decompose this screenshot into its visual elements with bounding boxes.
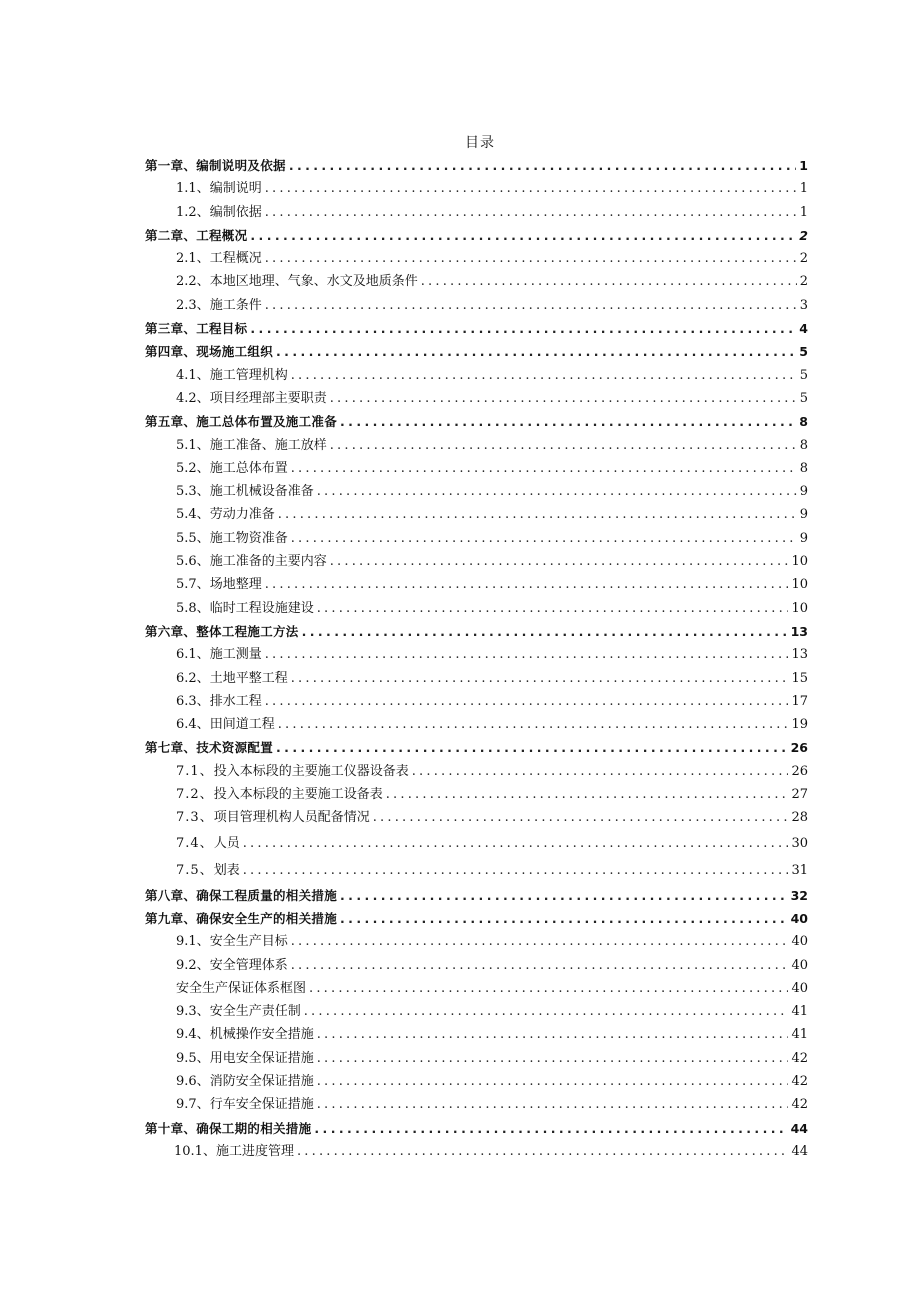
toc-entry-number: 9.5、 <box>176 1050 210 1066</box>
toc-page-number: 44 <box>790 1120 808 1136</box>
toc-entry-label: 编制依据 <box>209 204 262 220</box>
toc-page-number: 30 <box>791 835 808 851</box>
toc-entry-number: 5.4、 <box>176 507 210 523</box>
toc-chapter-entry[interactable] <box>145 736 808 759</box>
toc-entry-label: 施工准备的主要内容 <box>209 554 327 570</box>
dot-leader <box>250 317 796 340</box>
toc-entry-label: 投入本标段的主要施工设备表 <box>213 787 383 803</box>
dot-leader <box>421 270 797 293</box>
toc-page-number: 17 <box>791 693 808 709</box>
toc-entry-label: 本地区地理、气象、水文及地质条件 <box>209 274 418 290</box>
toc-page-number: 2 <box>799 227 808 243</box>
dot-leader <box>278 713 789 736</box>
toc-page-number: 44 <box>791 1143 808 1159</box>
toc-entry-number: 9.2、 <box>176 957 210 973</box>
toc-entry-label: 安全生产保证体系框图 <box>176 980 307 996</box>
toc-entry-number: 6.4、 <box>176 717 210 733</box>
dot-leader <box>265 294 797 317</box>
dot-leader <box>291 954 789 977</box>
toc-chapter-entry[interactable] <box>145 410 808 433</box>
toc-entry-label: 施工准备、施工放样 <box>209 437 327 453</box>
toc-chapter-entry[interactable] <box>145 154 808 177</box>
toc-entry-number: 5.6、 <box>176 554 210 570</box>
toc-entry-number: 7.4、 <box>176 835 214 851</box>
toc-page-number: 8 <box>799 437 808 453</box>
toc-entry[interactable] <box>145 977 808 1000</box>
toc-page-number: 1 <box>799 181 808 197</box>
dot-leader <box>317 480 797 503</box>
toc-entry-number: 6.2、 <box>176 670 210 686</box>
toc-chapter-entry[interactable] <box>145 884 808 907</box>
toc-entry-label: 项目经理部主要职责 <box>209 390 327 406</box>
dot-leader <box>243 830 789 857</box>
toc-entry-number: 5.8、 <box>176 600 210 616</box>
toc-page-number: 3 <box>799 297 808 313</box>
dot-leader <box>276 340 796 363</box>
toc-entry-label: 施工管理机构 <box>209 367 288 383</box>
toc-entry-label: 临时工程设施建设 <box>209 600 314 616</box>
dot-leader <box>304 1000 789 1023</box>
dot-leader <box>330 550 789 573</box>
toc-section-entry[interactable] <box>145 247 808 270</box>
toc-section-entry[interactable] <box>145 1070 808 1093</box>
dot-leader <box>243 857 789 884</box>
dot-leader <box>317 1047 789 1070</box>
dot-leader <box>412 760 789 783</box>
dot-leader <box>291 930 789 953</box>
toc-entry-number: 7.1、 <box>176 763 214 779</box>
toc-page-number: 8 <box>799 414 808 430</box>
toc-section-entry[interactable] <box>145 1093 808 1116</box>
toc-page-number: 2 <box>799 251 808 267</box>
dot-leader <box>340 410 796 433</box>
toc-entry-label: 消防安全保证措施 <box>209 1073 314 1089</box>
toc-entry-number: 10.1、 <box>174 1143 216 1159</box>
toc-entry-label: 第三章、工程目标 <box>145 321 248 337</box>
dot-leader <box>291 457 797 480</box>
toc-section-entry[interactable] <box>145 480 808 503</box>
toc-chapter-entry[interactable] <box>145 907 808 930</box>
toc-page-number: 9 <box>799 530 808 546</box>
toc-page-number: 5 <box>799 390 808 406</box>
dot-leader <box>265 247 797 270</box>
toc-entry-number: 2.2、 <box>176 274 210 290</box>
toc-chapter-entry[interactable] <box>145 620 808 643</box>
toc-section-entry[interactable] <box>145 434 808 457</box>
toc-entry-label: 机械操作安全措施 <box>209 1027 314 1043</box>
toc-chapter-entry[interactable] <box>145 340 808 363</box>
toc-entry-number: 9.7、 <box>176 1097 210 1113</box>
toc-entry-number: 1.1、 <box>176 181 210 197</box>
toc-section-entry[interactable] <box>145 667 808 690</box>
toc-section-entry[interactable] <box>145 690 808 713</box>
toc-entry-label: 安全生产目标 <box>209 934 288 950</box>
toc-section-entry[interactable] <box>145 201 808 224</box>
toc-page-number: 1 <box>799 158 808 173</box>
toc-page-number: 32 <box>790 887 808 903</box>
toc-section-entry[interactable] <box>145 270 808 293</box>
toc-section-entry[interactable] <box>145 503 808 526</box>
dot-leader <box>386 783 789 806</box>
toc-entry-number: 2.1、 <box>176 251 210 267</box>
toc-page-number: 9 <box>799 507 808 523</box>
toc-entry-label: 工程概况 <box>209 251 262 267</box>
toc-entry-number: 7.2、 <box>176 787 214 803</box>
toc-page-number: 40 <box>791 980 808 996</box>
toc-section-entry[interactable] <box>145 527 808 550</box>
dot-leader <box>265 573 789 596</box>
toc-page-number: 4 <box>799 321 808 337</box>
toc-section-entry[interactable] <box>145 457 808 480</box>
toc-entry-label: 排水工程 <box>209 693 262 709</box>
toc-entry-label: 编制说明 <box>209 181 262 197</box>
toc-entry-label: 第七章、技术资源配置 <box>145 740 274 756</box>
toc-section-entry[interactable] <box>145 177 808 200</box>
dot-leader <box>289 154 796 177</box>
dot-leader <box>373 806 789 829</box>
dot-leader <box>291 667 789 690</box>
toc-page-number: 5 <box>799 344 808 360</box>
toc-page-number: 42 <box>791 1073 808 1089</box>
toc-entry-number: 6.3、 <box>176 693 210 709</box>
dot-leader <box>302 620 788 643</box>
toc-entry-label: 安全管理体系 <box>209 957 288 973</box>
toc-entry-number: 5.1、 <box>176 437 210 453</box>
toc-page-number: 27 <box>791 787 808 803</box>
dot-leader <box>291 364 797 387</box>
toc-page-number: 41 <box>791 1027 808 1043</box>
toc-page-number: 13 <box>790 623 808 639</box>
toc-entry-label: 投入本标段的主要施工仪器设备表 <box>213 763 409 779</box>
toc-entry-number: 5.7、 <box>176 577 210 593</box>
toc-entry-number: 5.5、 <box>176 530 210 546</box>
toc-entry-number: 6.1、 <box>176 647 210 663</box>
toc-entry-label: 行车安全保证措施 <box>209 1097 314 1113</box>
toc-page-number: 26 <box>790 740 808 756</box>
toc-page-number: 10 <box>791 554 808 570</box>
toc-entry-label: 第五章、施工总体布置及施工准备 <box>145 414 338 430</box>
dot-leader <box>330 434 797 457</box>
toc-entry-label: 安全生产责任制 <box>209 1004 301 1020</box>
toc-entry-label: 第十章、确保工期的相关措施 <box>145 1120 312 1136</box>
table-of-contents <box>145 154 808 1163</box>
dot-leader <box>278 503 797 526</box>
dot-leader <box>250 224 796 247</box>
toc-section-entry[interactable] <box>145 1023 808 1046</box>
dot-leader <box>309 977 788 1000</box>
toc-page-number: 26 <box>791 763 808 779</box>
toc-section-entry[interactable] <box>145 573 808 596</box>
toc-entry-number: 9.6、 <box>176 1073 210 1089</box>
toc-page-number: 8 <box>799 460 808 476</box>
toc-section-entry[interactable] <box>145 550 808 573</box>
dot-leader <box>265 177 797 200</box>
toc-entry-label: 第一章、编制说明及依据 <box>145 158 286 173</box>
toc-section-entry[interactable] <box>145 1000 808 1023</box>
toc-section-entry[interactable] <box>145 830 808 857</box>
toc-chapter-entry[interactable] <box>145 1117 808 1140</box>
toc-entry-label: 第四章、现场施工组织 <box>145 344 274 360</box>
dot-leader <box>314 1117 787 1140</box>
toc-entry-label: 场地整理 <box>209 577 262 593</box>
toc-page-number: 40 <box>791 934 808 950</box>
toc-entry-label: 劳动力准备 <box>209 507 275 523</box>
toc-entry-number: 9.1、 <box>176 934 210 950</box>
toc-page-number: 19 <box>791 717 808 733</box>
toc-section-entry[interactable] <box>145 643 808 666</box>
dot-leader <box>330 387 797 410</box>
toc-page-number: 13 <box>791 647 808 663</box>
toc-entry-number: 4.1、 <box>176 367 210 383</box>
toc-entry-number: 9.4、 <box>176 1027 210 1043</box>
dot-leader <box>265 690 789 713</box>
toc-section-entry[interactable] <box>145 294 808 317</box>
dot-leader <box>276 736 788 759</box>
toc-page-number: 10 <box>791 600 808 616</box>
dot-leader <box>317 597 789 620</box>
toc-section-entry[interactable] <box>145 1140 808 1163</box>
toc-section-entry[interactable] <box>145 954 808 977</box>
toc-title: 目录 <box>465 135 495 151</box>
toc-entry-label: 第二章、工程概况 <box>145 227 248 243</box>
toc-entry-label: 人员 <box>213 835 240 851</box>
toc-page-number: 42 <box>791 1050 808 1066</box>
toc-entry-number: 1.2、 <box>176 204 210 220</box>
toc-page-number: 28 <box>791 810 808 826</box>
toc-page-number: 15 <box>791 670 808 686</box>
toc-section-entry[interactable] <box>145 930 808 953</box>
toc-entry-number: 7.3、 <box>176 810 214 826</box>
toc-entry-label: 划表 <box>213 862 240 878</box>
toc-section-entry[interactable] <box>145 783 808 806</box>
toc-entry-number: 7.5、 <box>176 862 214 878</box>
toc-section-entry[interactable] <box>145 364 808 387</box>
toc-entry-label: 施工总体布置 <box>209 460 288 476</box>
toc-entry-label: 用电安全保证措施 <box>209 1050 314 1066</box>
toc-entry-label: 第八章、确保工程质量的相关措施 <box>145 887 338 903</box>
toc-section-entry[interactable] <box>145 857 808 884</box>
toc-entry-label: 施工进度管理 <box>215 1143 294 1159</box>
dot-leader <box>317 1023 789 1046</box>
toc-entry-number: 5.2、 <box>176 460 210 476</box>
toc-entry-label: 第九章、确保安全生产的相关措施 <box>145 910 338 926</box>
toc-page-number: 42 <box>791 1097 808 1113</box>
toc-section-entry[interactable] <box>145 713 808 736</box>
toc-page-number: 10 <box>791 577 808 593</box>
toc-entry-label: 施工测量 <box>209 647 262 663</box>
toc-entry-label: 施工条件 <box>209 297 262 313</box>
toc-page-number: 5 <box>799 367 808 383</box>
dot-leader <box>340 907 788 930</box>
toc-page-number: 2 <box>799 274 808 290</box>
toc-page-number: 40 <box>790 910 808 926</box>
toc-chapter-entry[interactable] <box>145 224 808 247</box>
toc-entry-label: 施工物资准备 <box>209 530 288 546</box>
toc-page-number: 9 <box>799 484 808 500</box>
dot-leader <box>291 527 797 550</box>
toc-entry-number: 4.2、 <box>176 390 210 406</box>
dot-leader <box>317 1093 789 1116</box>
toc-chapter-entry[interactable] <box>145 317 808 340</box>
toc-section-entry[interactable] <box>145 760 808 783</box>
toc-page-number: 1 <box>799 204 808 220</box>
toc-entry-number: 5.3、 <box>176 484 210 500</box>
toc-page-number: 40 <box>791 957 808 973</box>
toc-section-entry[interactable] <box>145 387 808 410</box>
toc-entry-number: 2.3、 <box>176 297 210 313</box>
toc-page-number: 41 <box>791 1004 808 1020</box>
dot-leader <box>265 201 797 224</box>
toc-entry-label: 项目管理机构人员配备情况 <box>213 810 370 826</box>
toc-entry-label: 第六章、整体工程施工方法 <box>145 623 299 639</box>
toc-entry-number: 9.3、 <box>176 1004 210 1020</box>
toc-entry-label: 施工机械设备准备 <box>209 484 314 500</box>
toc-section-entry[interactable] <box>145 806 808 829</box>
toc-section-entry[interactable] <box>145 1047 808 1070</box>
toc-entry-label: 土地平整工程 <box>209 670 288 686</box>
dot-leader <box>340 884 788 907</box>
dot-leader <box>297 1140 788 1163</box>
dot-leader <box>265 643 789 666</box>
toc-section-entry[interactable] <box>145 597 808 620</box>
toc-entry-label: 田间道工程 <box>209 717 275 733</box>
toc-page-number: 31 <box>791 862 808 878</box>
dot-leader <box>317 1070 789 1093</box>
